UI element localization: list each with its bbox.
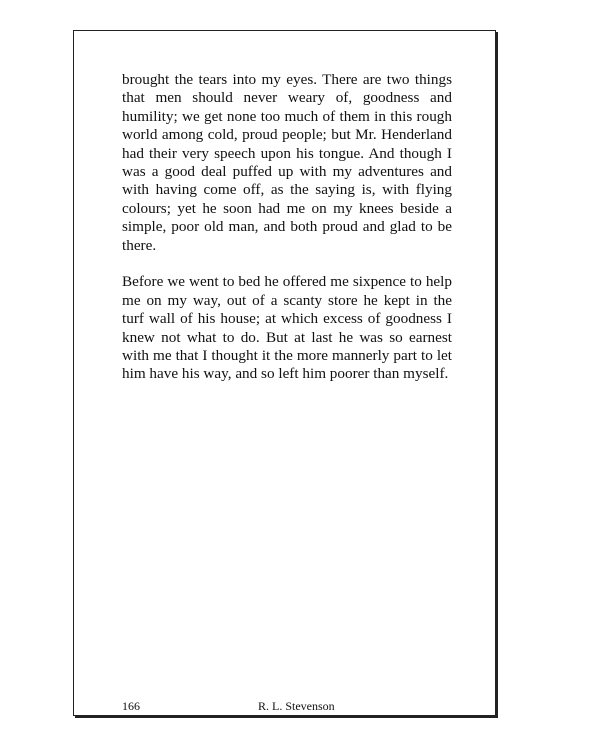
page-number: 166 [122, 699, 140, 713]
paragraph-1: brought the tears into my eyes. There are two things that men should never weary of, goodness and humility; we get none too much of them in this rough world among cold, proud people; but Mr. Henderland had their very speech upon his tongue. And though I was a good deal puffed up with my adventures and with having come off, as the saying is, with flying colours; yet he soon had me on my knees beside a simple, poor old man, and both proud and glad to be there. [122, 71, 452, 254]
page-body [122, 71, 452, 402]
paragraph-2: Before we went to bed he offered me sixpence to help me on my way, out of a scanty store he kept in the turf wall of his house; at which excess of goodness I knew not what to do. But at last he was so earnest with me that I thought it the more mannerly part to let him have his way, and so left him poorer than myself. [122, 273, 452, 383]
book-page [73, 30, 496, 716]
running-footer-author: R. L. Stevenson [258, 699, 335, 713]
